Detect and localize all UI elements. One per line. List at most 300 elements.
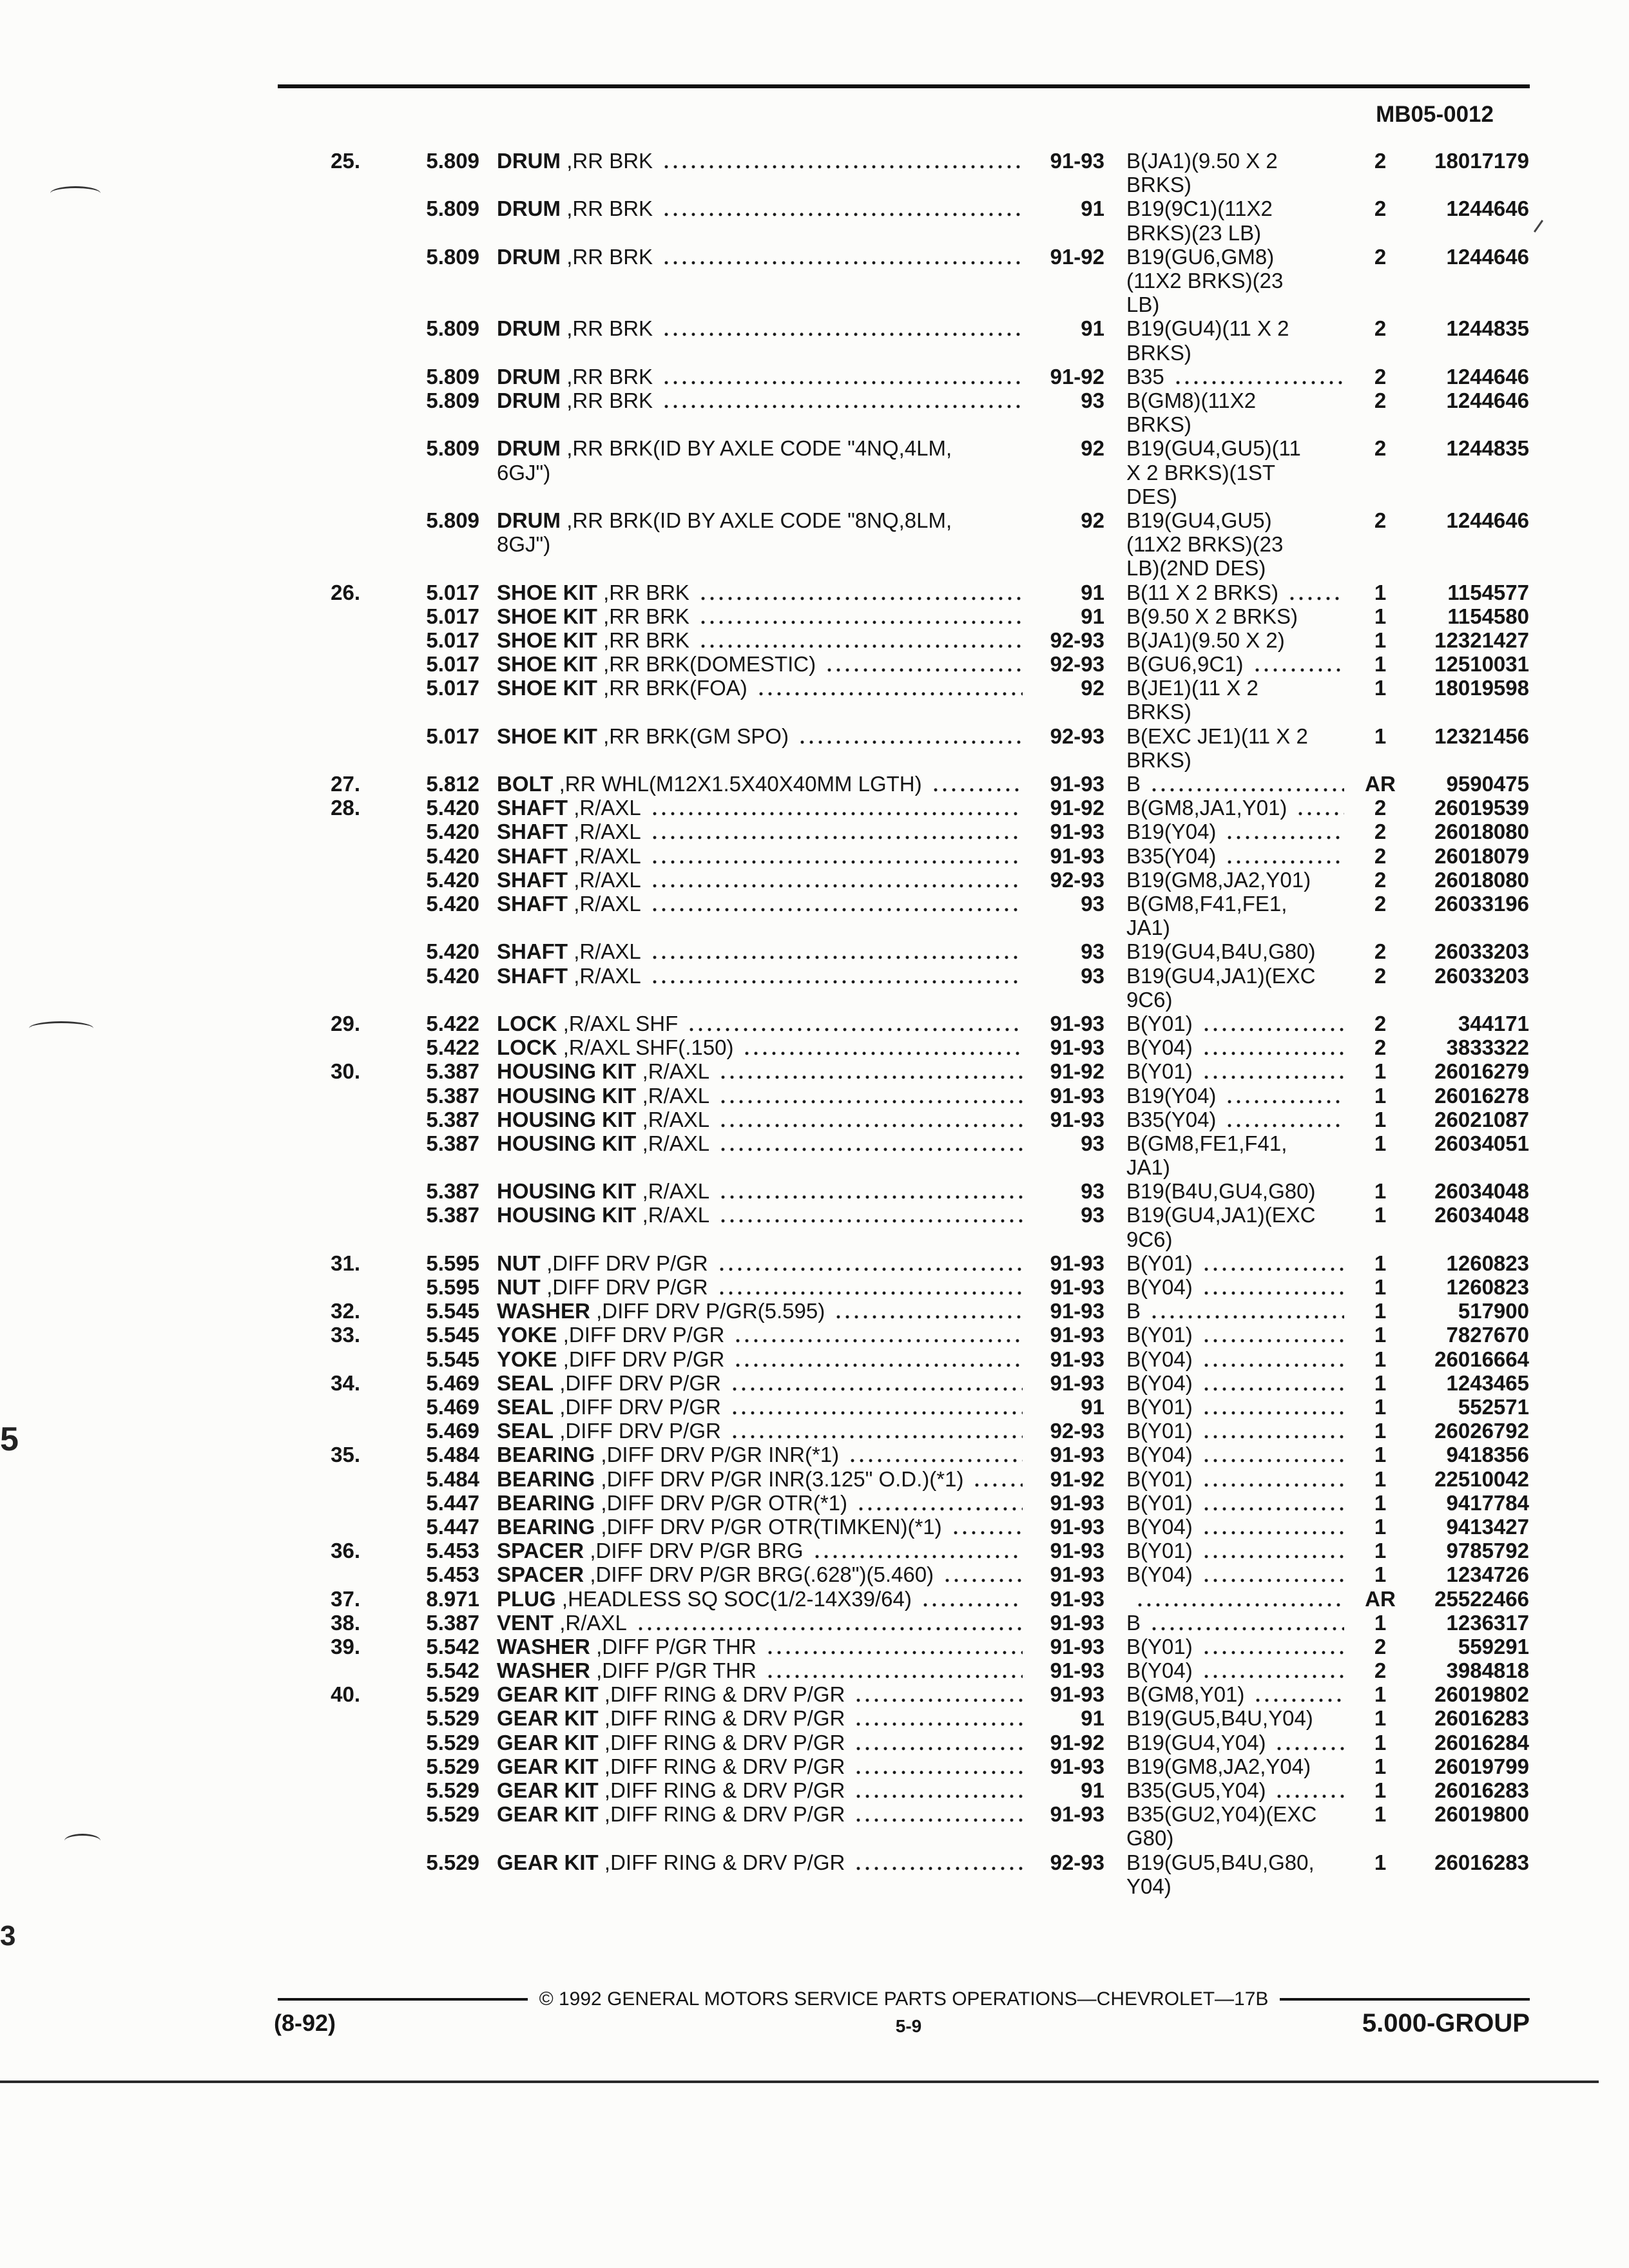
model-years: 92-93 (1050, 724, 1104, 748)
part-description (497, 1587, 1025, 1611)
usage-line (1126, 197, 1347, 220)
description-line (497, 1611, 1025, 1635)
description-line (497, 1562, 1025, 1586)
group-number: 5.420 (426, 892, 479, 916)
parts-row (0, 1035, 1629, 1059)
dot-leader (1287, 581, 1344, 604)
page-number: 5-9 (895, 2016, 922, 2036)
group-number: 5.017 (426, 724, 479, 748)
usage-text: B(GM8)(11X2 (1126, 388, 1257, 412)
description-line (497, 1299, 1025, 1323)
usage-text: B(Y01) (1126, 1634, 1193, 1658)
part-name: DRUM (497, 436, 561, 461)
dot-leader (1202, 1515, 1344, 1539)
part-name: SHOE KIT (497, 604, 597, 628)
parts-row (0, 724, 1629, 772)
group-number: 5.809 (426, 244, 479, 269)
part-name: DRUM (497, 316, 561, 341)
reference-number: 25. (331, 149, 360, 173)
usage-line (1126, 1012, 1347, 1035)
usage-text: 9C6) (1126, 1227, 1173, 1251)
model-years: 91-93 (1050, 1347, 1104, 1371)
part-name: GEAR KIT (497, 1730, 599, 1754)
group-number: 5.420 (426, 796, 479, 820)
model-usage (1126, 1467, 1347, 1491)
description-line (497, 628, 1025, 652)
part-number: 9413427 (1446, 1514, 1529, 1539)
dot-leader (1150, 1299, 1344, 1323)
usage-line (1126, 1731, 1347, 1754)
usage-text: JA1) (1126, 1155, 1170, 1180)
group-number: 5.545 (426, 1299, 479, 1323)
part-name: HOUSING KIT (497, 1083, 637, 1108)
description-text: ,R/AXL SHF(.150) (563, 1035, 734, 1060)
description-line (497, 532, 1025, 556)
quantity: 2 (1374, 1011, 1387, 1035)
usage-text: B(Y01) (1126, 1419, 1193, 1443)
group-number: 5.529 (426, 1706, 479, 1731)
dot-leader (1202, 1251, 1344, 1275)
model-usage (1126, 1275, 1347, 1299)
part-name: DRUM (497, 244, 561, 269)
description-text: ,RR BRK(DOMESTIC) (603, 652, 816, 677)
part-description (497, 389, 1025, 412)
description-text: ,DIFF DRV P/GR (546, 1251, 708, 1275)
part-description (497, 724, 1025, 748)
parts-row (0, 1371, 1629, 1395)
model-usage (1126, 1682, 1347, 1706)
parts-row (0, 1635, 1629, 1658)
quantity: 1 (1374, 1730, 1387, 1754)
description-line (497, 1778, 1025, 1802)
dot-leader (650, 892, 1023, 916)
part-number: 22510042 (1434, 1466, 1529, 1491)
part-name: SHOE KIT (497, 676, 597, 700)
part-name: WASHER (497, 1299, 590, 1323)
dot-leader (1202, 1443, 1344, 1466)
part-name: BEARING (497, 1490, 595, 1515)
parts-row (0, 389, 1629, 436)
usage-line (1126, 532, 1347, 556)
usage-text: X 2 BRKS)(1ST (1126, 460, 1276, 485)
quantity: 1 (1374, 1419, 1387, 1443)
usage-text: B(9.50 X 2 BRKS) (1126, 604, 1298, 628)
dot-leader (730, 1395, 1023, 1419)
usage-text: B35(GU5,Y04) (1126, 1778, 1266, 1802)
usage-text: G80) (1126, 1826, 1174, 1850)
model-usage (1126, 149, 1347, 197)
model-years: 91-93 (1050, 1299, 1104, 1323)
usage-text: B35(Y04) (1126, 1107, 1217, 1131)
usage-text: B (1126, 1610, 1141, 1635)
description-line (497, 1491, 1025, 1515)
description-line (497, 1443, 1025, 1466)
quantity: 2 (1374, 843, 1387, 868)
parts-row (0, 1084, 1629, 1108)
description-text: ,DIFF RING & DRV P/GR (604, 1706, 845, 1731)
usage-text: B(GM8,F41,FE1, (1126, 892, 1287, 916)
parts-row (0, 1802, 1629, 1850)
usage-line (1126, 1754, 1347, 1778)
part-description (497, 1395, 1025, 1419)
part-name: BEARING (497, 1514, 595, 1539)
parts-row (0, 1539, 1629, 1562)
model-usage (1126, 1084, 1347, 1108)
parts-row (0, 1347, 1629, 1371)
part-name: DRUM (497, 197, 561, 221)
usage-line (1126, 1347, 1347, 1371)
reference-number: 34. (331, 1370, 360, 1395)
quantity: 1 (1374, 1778, 1387, 1802)
description-line (497, 724, 1025, 748)
usage-text: BRKS) (1126, 340, 1191, 365)
part-name: GEAR KIT (497, 1850, 599, 1874)
part-name: VENT (497, 1610, 554, 1635)
part-description (497, 1491, 1025, 1515)
part-description (497, 1778, 1025, 1802)
part-description (497, 1562, 1025, 1586)
usage-line (1126, 508, 1347, 532)
model-years: 91-93 (1050, 1370, 1104, 1395)
usage-line (1126, 939, 1347, 963)
usage-line (1126, 748, 1347, 772)
part-name: YOKE (497, 1323, 557, 1347)
usage-text: B19(GU4,GU5)(11 (1126, 436, 1301, 461)
dot-leader (662, 197, 1023, 220)
description-line (497, 389, 1025, 412)
dot-leader (650, 820, 1023, 843)
part-number: 9417784 (1446, 1490, 1529, 1515)
part-description (497, 365, 1025, 389)
parts-row (0, 436, 1629, 508)
description-line (497, 1802, 1025, 1826)
part-name: GEAR KIT (497, 1802, 599, 1827)
part-name: BEARING (497, 1466, 595, 1491)
dot-leader (1202, 1323, 1344, 1347)
model-years: 91-93 (1050, 1634, 1104, 1658)
dot-leader (687, 1012, 1023, 1035)
description-line (497, 1539, 1025, 1562)
usage-line (1126, 1155, 1347, 1179)
quantity: 1 (1374, 1850, 1387, 1874)
description-line (497, 581, 1025, 604)
model-usage (1126, 1658, 1347, 1682)
copyright-text: © 1992 GENERAL MOTORS SERVICE PARTS OPERATIONS—CHEVROLET—17B (539, 1988, 1269, 2010)
model-years: 91-93 (1050, 1754, 1104, 1778)
usage-line (1126, 1635, 1347, 1658)
group-number: 5.809 (426, 364, 479, 389)
quantity: 1 (1374, 580, 1387, 604)
part-description (497, 1802, 1025, 1826)
usage-line (1126, 1850, 1347, 1874)
usage-line (1126, 1491, 1347, 1515)
parts-row (0, 1706, 1629, 1730)
usage-text: B19(GU4)(11 X 2 (1126, 316, 1289, 341)
description-line (497, 1084, 1025, 1108)
model-usage (1126, 581, 1347, 604)
part-description (497, 676, 1025, 700)
part-description (497, 820, 1025, 843)
model-years: 91-92 (1050, 1730, 1104, 1754)
group-number: 5.387 (426, 1610, 479, 1635)
part-name: HOUSING KIT (497, 1179, 637, 1204)
group-number: 5.420 (426, 867, 479, 892)
dot-leader (730, 1371, 1023, 1395)
model-usage (1126, 1635, 1347, 1658)
usage-text: B19(GM8,JA2,Y01) (1126, 867, 1311, 892)
usage-text: B (1126, 772, 1141, 796)
part-name: PLUG (497, 1586, 556, 1611)
dot-leader (662, 245, 1023, 269)
model-years: 91-92 (1050, 1059, 1104, 1084)
usage-line (1126, 772, 1347, 796)
description-text: ,DIFF DRV P/GR (563, 1347, 725, 1371)
dot-leader (1135, 1587, 1344, 1611)
usage-text: B19(GU4,GU5) (1126, 508, 1272, 532)
model-years: 91 (1081, 316, 1104, 341)
part-number: 26016283 (1434, 1778, 1529, 1802)
model-usage (1126, 676, 1347, 724)
dot-leader (1225, 1108, 1344, 1131)
dot-leader (650, 964, 1023, 988)
dot-leader (951, 1515, 1023, 1539)
group-number: 5.545 (426, 1323, 479, 1347)
quantity: 2 (1374, 1035, 1387, 1060)
footer-bar (278, 1987, 1530, 2012)
part-number: 18019598 (1434, 676, 1529, 700)
usage-line (1126, 1035, 1347, 1059)
description-line (497, 604, 1025, 628)
part-description (497, 508, 1025, 556)
usage-text: Y04) (1126, 1874, 1171, 1898)
part-number: 18017179 (1434, 149, 1529, 173)
description-text: ,DIFF RING & DRV P/GR (604, 1730, 845, 1754)
part-description (497, 1515, 1025, 1539)
reference-number: 29. (331, 1011, 360, 1035)
parts-row (0, 1395, 1629, 1419)
quantity: 2 (1374, 1634, 1387, 1658)
usage-text: B(Y04) (1126, 1514, 1193, 1539)
quantity: 1 (1374, 1802, 1387, 1827)
dot-leader (1202, 1539, 1344, 1562)
model-years: 91-93 (1050, 1682, 1104, 1707)
usage-line (1126, 604, 1347, 628)
model-usage (1126, 964, 1347, 1012)
group-number: 5.469 (426, 1370, 479, 1395)
model-years: 92 (1081, 436, 1104, 461)
description-line (497, 1850, 1025, 1874)
quantity: AR (1365, 1586, 1396, 1611)
usage-line (1126, 1084, 1347, 1108)
model-usage (1126, 389, 1347, 436)
part-number: 26026792 (1434, 1419, 1529, 1443)
parts-row (0, 1778, 1629, 1802)
group-number: 5.542 (426, 1634, 479, 1658)
part-description (497, 1084, 1025, 1108)
part-name: LOCK (497, 1011, 557, 1035)
model-years: 91-93 (1050, 1514, 1104, 1539)
group-number: 5.420 (426, 939, 479, 964)
part-name: DRUM (497, 149, 561, 173)
reference-number: 36. (331, 1539, 360, 1563)
model-years: 93 (1081, 1131, 1104, 1155)
group-number: 5.387 (426, 1179, 479, 1204)
model-usage (1126, 820, 1347, 843)
reference-number: 33. (331, 1323, 360, 1347)
part-number: 1244835 (1446, 436, 1529, 461)
parts-row (0, 1419, 1629, 1443)
usage-text: B19(GU4,JA1)(EXC (1126, 1203, 1316, 1227)
part-number: 26018080 (1434, 820, 1529, 844)
description-text: ,DIFF P/GR THR (596, 1658, 757, 1683)
description-text: ,DIFF RING & DRV P/GR (604, 1850, 845, 1874)
quantity: 1 (1374, 1059, 1387, 1084)
description-line (497, 1731, 1025, 1754)
part-description (497, 1371, 1025, 1395)
part-name: DRUM (497, 364, 561, 389)
model-years: 91-93 (1050, 1562, 1104, 1587)
parts-row (0, 796, 1629, 820)
description-text: ,R/AXL (642, 1107, 710, 1131)
parts-row (0, 820, 1629, 843)
model-years: 91 (1081, 1706, 1104, 1731)
parts-row (0, 1850, 1629, 1898)
dot-leader (1202, 1491, 1344, 1515)
dot-leader (1202, 1371, 1344, 1395)
part-number: 1244646 (1446, 508, 1529, 532)
description-line (497, 1108, 1025, 1131)
quantity: 2 (1374, 796, 1387, 820)
parts-row (0, 1658, 1629, 1682)
dot-leader (1202, 1562, 1344, 1586)
parts-row (0, 628, 1629, 652)
model-usage (1126, 1299, 1347, 1323)
dot-leader (766, 1658, 1023, 1682)
usage-line (1126, 1826, 1347, 1850)
parts-row (0, 1515, 1629, 1539)
edge-character: 3 (0, 1920, 16, 1952)
description-text: ,DIFF RING & DRV P/GR (604, 1778, 845, 1802)
description-text: ,DIFF DRV P/GR INR(3.125" O.D.)(*1) (601, 1466, 964, 1491)
usage-text: (11X2 BRKS)(23 (1126, 532, 1284, 557)
description-text: ,R/AXL (642, 1059, 710, 1084)
usage-text: B(GM8,FE1,F41, (1126, 1131, 1287, 1155)
usage-line (1126, 245, 1347, 269)
part-name: SEAL (497, 1370, 554, 1395)
dot-leader (1202, 1035, 1344, 1059)
group-number: 5.595 (426, 1275, 479, 1300)
part-name: WASHER (497, 1634, 590, 1658)
usage-text: B(Y01) (1126, 1323, 1193, 1347)
dot-leader (943, 1562, 1023, 1586)
part-description (497, 1682, 1025, 1706)
usage-line (1126, 1706, 1347, 1730)
usage-line (1126, 868, 1347, 892)
quantity: 1 (1374, 1323, 1387, 1347)
usage-text: B19(GU5,B4U,G80, (1126, 1850, 1315, 1874)
parts-row (0, 964, 1629, 1012)
reference-number: 37. (331, 1586, 360, 1611)
dot-leader (825, 652, 1023, 676)
group-number: 5.387 (426, 1059, 479, 1084)
group-number: 5.387 (426, 1107, 479, 1131)
model-years: 91 (1081, 604, 1104, 628)
description-text: 8GJ") (497, 532, 551, 557)
usage-text: BRKS) (1126, 173, 1191, 197)
parts-row (0, 652, 1629, 676)
description-line (497, 964, 1025, 988)
part-name: GEAR KIT (497, 1778, 599, 1802)
parts-row (0, 245, 1629, 317)
part-description (497, 1251, 1025, 1275)
usage-text: B(GM8,Y01) (1126, 1682, 1245, 1707)
usage-line (1126, 389, 1347, 412)
dot-leader (1150, 1611, 1344, 1635)
part-number: 1244835 (1446, 316, 1529, 341)
model-usage (1126, 1347, 1347, 1371)
dot-leader (717, 1275, 1023, 1299)
part-description (497, 1203, 1025, 1227)
usage-line (1126, 676, 1347, 700)
quantity: AR (1365, 772, 1396, 796)
part-name: SHAFT (497, 867, 568, 892)
group-number: 5.469 (426, 1395, 479, 1419)
model-years: 93 (1081, 388, 1104, 412)
usage-line (1126, 1467, 1347, 1491)
quantity: 2 (1374, 436, 1387, 461)
part-number: 12321456 (1434, 724, 1529, 748)
usage-line (1126, 724, 1347, 748)
part-number: 26016279 (1434, 1059, 1529, 1084)
model-usage (1126, 1131, 1347, 1179)
description-line (497, 1419, 1025, 1443)
group-number: 5.017 (426, 652, 479, 677)
model-years: 91-93 (1050, 1586, 1104, 1611)
model-years: 91-93 (1050, 1083, 1104, 1108)
usage-line (1126, 1108, 1347, 1131)
group-number: 5.529 (426, 1850, 479, 1874)
quantity: 1 (1374, 1514, 1387, 1539)
quantity: 2 (1374, 820, 1387, 844)
description-text: ,R/AXL (574, 843, 641, 868)
description-text: ,HEADLESS SQ SOC(1/2-14X39/64) (561, 1586, 912, 1611)
parts-row (0, 365, 1629, 389)
usage-line (1126, 1515, 1347, 1539)
description-line (497, 1515, 1025, 1539)
part-description (497, 1467, 1025, 1491)
reference-number: 38. (331, 1610, 360, 1635)
part-description (497, 1635, 1025, 1658)
description-line (497, 1658, 1025, 1682)
quantity: 1 (1374, 628, 1387, 652)
group-label: 5.000-GROUP (1362, 2009, 1530, 2037)
dot-leader (854, 1706, 1023, 1730)
description-line (497, 245, 1025, 269)
usage-text: B19(Y04) (1126, 1083, 1217, 1108)
group-number: 5.387 (426, 1131, 479, 1155)
usage-line (1126, 1419, 1347, 1443)
model-years: 91-93 (1050, 1035, 1104, 1060)
quantity: 1 (1374, 1754, 1387, 1778)
description-text: ,DIFF RING & DRV P/GR (604, 1802, 845, 1827)
parts-row (0, 1299, 1629, 1323)
description-line (497, 892, 1025, 916)
description-text: ,R/AXL (642, 1179, 710, 1204)
dot-leader (718, 1179, 1023, 1203)
model-years: 93 (1081, 939, 1104, 964)
part-name: DRUM (497, 388, 561, 412)
dot-leader (650, 939, 1023, 963)
